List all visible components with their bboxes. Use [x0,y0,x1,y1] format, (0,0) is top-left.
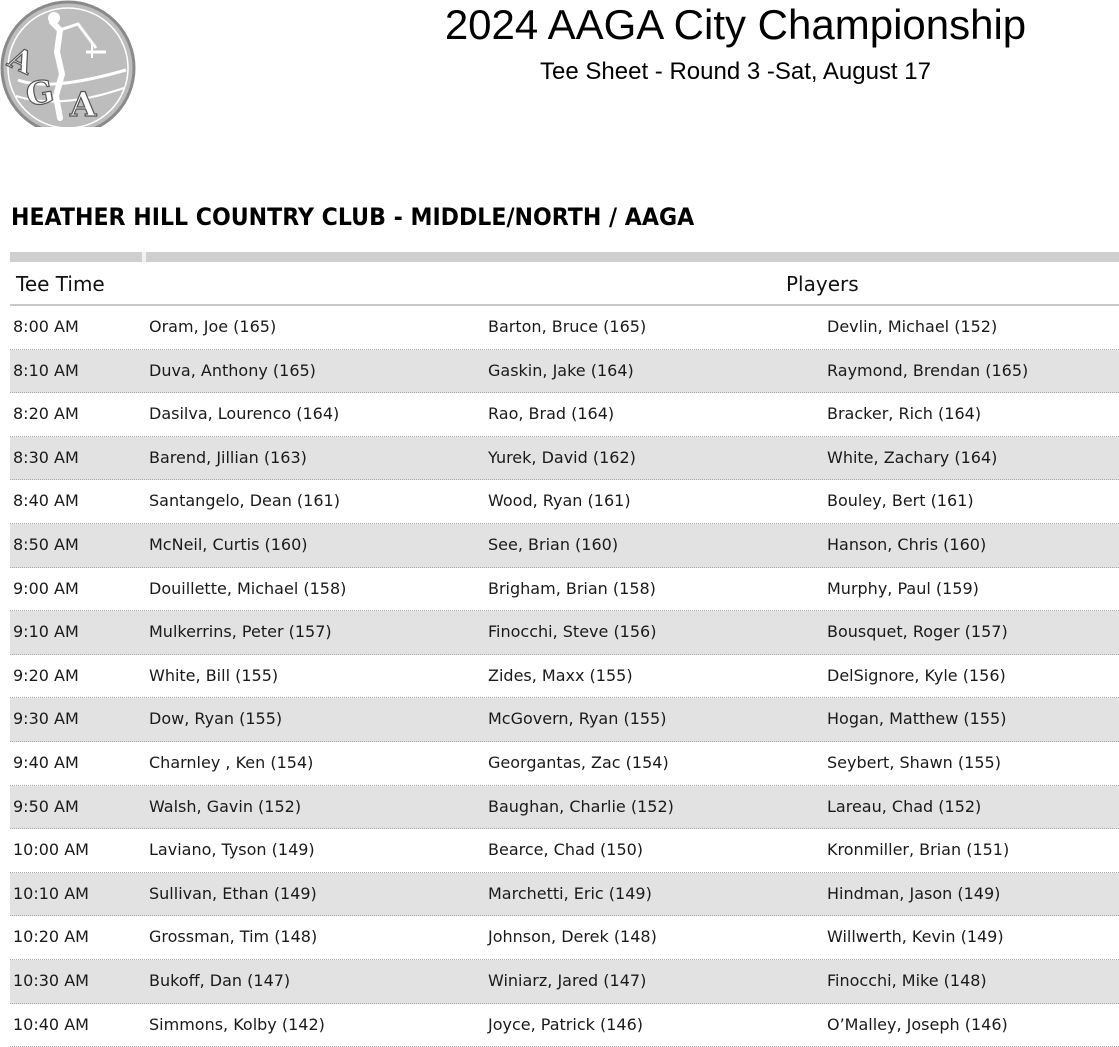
player-cell: Johnson, Derek (148) [488,916,657,958]
player-cell: Willwerth, Kevin (149) [827,916,1004,958]
player-cell: Yurek, David (162) [488,437,636,479]
player-cell: Sullivan, Ethan (149) [149,873,317,915]
column-header-players: Players [786,272,859,296]
player-cell: DelSignore, Kyle (156) [827,655,1006,697]
tee-time-cell: 8:20 AM [13,393,79,435]
aaga-logo [0,0,136,127]
player-cell: McNeil, Curtis (160) [149,524,308,566]
player-cell: Seybert, Shawn (155) [827,742,1001,784]
player-cell: Lareau, Chad (152) [827,786,981,828]
tee-time-cell: 10:00 AM [13,829,89,871]
tee-time-cell: 10:10 AM [13,873,89,915]
player-cell: Laviano, Tyson (149) [149,829,315,871]
player-cell: McGovern, Ryan (155) [488,698,666,740]
tee-time-cell: 10:30 AM [13,960,89,1002]
player-cell: White, Zachary (164) [827,437,997,479]
player-cell: Rao, Brad (164) [488,393,614,435]
table-row [10,1004,1119,1047]
table-row [10,306,1119,350]
tee-time-cell: 8:40 AM [13,480,79,522]
tee-time-cell: 9:30 AM [13,698,79,740]
player-cell: Oram, Joe (165) [149,306,276,348]
player-cell: Devlin, Michael (152) [827,306,997,348]
table-row [10,393,1119,437]
player-cell: Murphy, Paul (159) [827,568,979,610]
logo-letter-g: G [23,72,57,114]
tee-time-cell: 8:50 AM [13,524,79,566]
tee-sheet-table [10,306,1119,1047]
table-row [10,742,1119,786]
player-cell: Barend, Jillian (163) [149,437,307,479]
tee-time-cell: 9:20 AM [13,655,79,697]
tee-time-cell: 10:20 AM [13,916,89,958]
player-cell: Grossman, Tim (148) [149,916,317,958]
player-cell: Bracker, Rich (164) [827,393,981,435]
table-row [10,916,1119,960]
table-row [10,655,1119,699]
table-row [10,480,1119,524]
player-cell: Georgantas, Zac (154) [488,742,669,784]
player-cell: Hanson, Chris (160) [827,524,986,566]
player-cell: Dow, Ryan (155) [149,698,282,740]
player-cell: Simmons, Kolby (142) [149,1004,325,1046]
player-cell: Walsh, Gavin (152) [149,786,301,828]
tee-time-cell: 9:40 AM [13,742,79,784]
table-row [10,524,1119,568]
player-cell: Joyce, Patrick (146) [488,1004,643,1046]
player-cell: Duva, Anthony (165) [149,350,316,392]
player-cell: Winiarz, Jared (147) [488,960,646,1002]
player-cell: Hindman, Jason (149) [827,873,1000,915]
table-row [10,960,1119,1004]
player-cell: Bearce, Chad (150) [488,829,643,871]
tee-time-cell: 10:40 AM [13,1004,89,1046]
column-header-tee-time: Tee Time [16,272,105,296]
player-cell: Gaskin, Jake (164) [488,350,634,392]
player-cell: Kronmiller, Brian (151) [827,829,1009,871]
player-cell: Hogan, Matthew (155) [827,698,1006,740]
tee-time-cell: 8:10 AM [13,350,79,392]
player-cell: Marchetti, Eric (149) [488,873,652,915]
table-row [10,437,1119,481]
player-cell: Baughan, Charlie (152) [488,786,674,828]
logo-letter-a1: A [2,40,39,82]
table-row [10,698,1119,742]
player-cell: Wood, Ryan (161) [488,480,631,522]
player-cell: Mulkerrins, Peter (157) [149,611,332,653]
table-row [10,829,1119,873]
player-cell: Douillette, Michael (158) [149,568,346,610]
player-cell: Bousquet, Roger (157) [827,611,1008,653]
player-cell: Finocchi, Steve (156) [488,611,656,653]
tee-time-cell: 8:00 AM [13,306,79,348]
page-subtitle: Tee Sheet - Round 3 -Sat, August 17 [352,57,1119,87]
header-divider [10,252,1119,262]
header-divider-gap [142,252,146,262]
player-cell: Santangelo, Dean (161) [149,480,340,522]
aaga-golfer-logo-icon [0,0,136,127]
player-cell: Charnley , Ken (154) [149,742,313,784]
player-cell: Bouley, Bert (161) [827,480,974,522]
table-row [10,568,1119,612]
table-row [10,611,1119,655]
table-row [10,786,1119,830]
player-cell: Brigham, Brian (158) [488,568,656,610]
table-row [10,873,1119,917]
player-cell: See, Brian (160) [488,524,618,566]
table-header [10,264,1119,306]
logo-letter-a2: A [69,85,97,125]
player-cell: Finocchi, Mike (148) [827,960,987,1002]
section-title: HEATHER HILL COUNTRY CLUB - MIDDLE/NORTH / AAGA [11,200,694,234]
player-cell: Barton, Bruce (165) [488,306,646,348]
table-row [10,350,1119,394]
player-cell: Raymond, Brendan (165) [827,350,1028,392]
player-cell: O’Malley, Joseph (146) [827,1004,1008,1046]
tee-time-cell: 8:30 AM [13,437,79,479]
player-cell: Dasilva, Lourenco (164) [149,393,339,435]
page-title: 2024 AAGA City Championship [352,1,1119,49]
player-cell: White, Bill (155) [149,655,278,697]
player-cell: Bukoff, Dan (147) [149,960,290,1002]
tee-time-cell: 9:50 AM [13,786,79,828]
tee-time-cell: 9:00 AM [13,568,79,610]
player-cell: Zides, Maxx (155) [488,655,633,697]
tee-time-cell: 9:10 AM [13,611,79,653]
